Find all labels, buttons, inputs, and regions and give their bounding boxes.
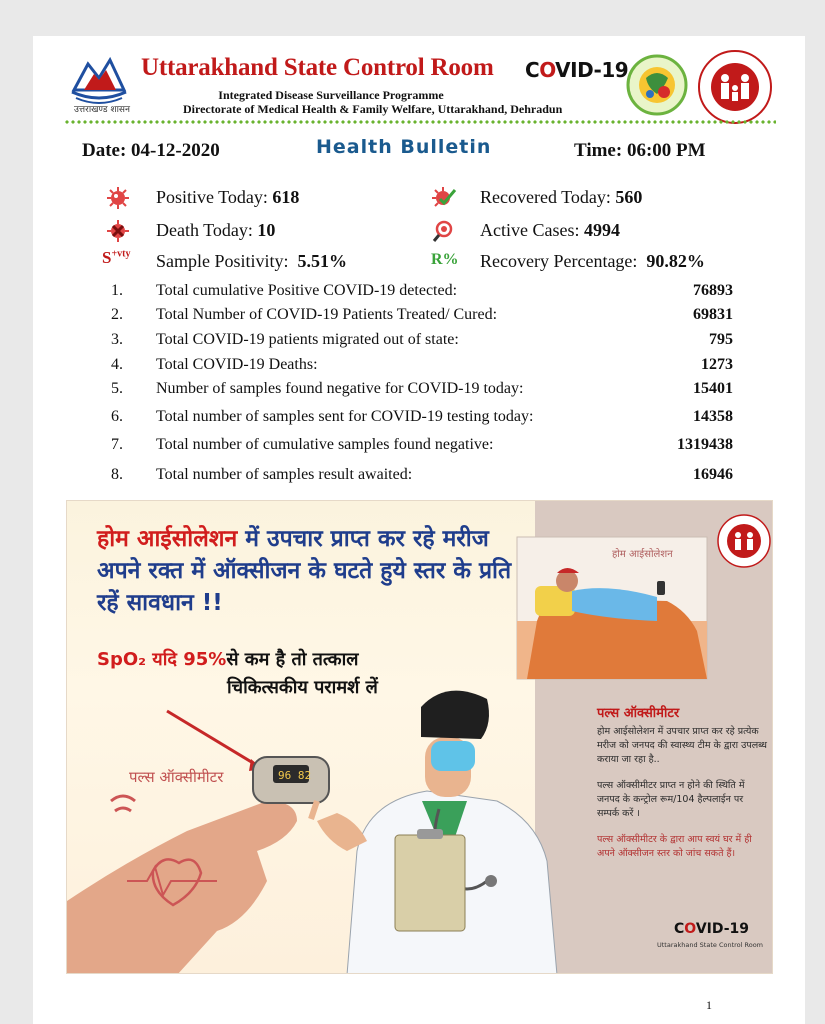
recovery-percentage: Recovery Percentage: 90.82%: [480, 251, 705, 271]
positive-today: Positive Today: 618: [156, 187, 300, 207]
right-panel-para-1: होम आईसोलेशन में उपचार प्राप्त कर रहे प्रत्येक मरीज को जनपद की स्वास्थ्य टीम के द्वारा उपलब्ध कराया जा रहा है..: [597, 726, 767, 765]
positivity-icon: $S^{+vty}$: [102, 248, 131, 267]
inset-label: होम आईसोलेशन: [612, 549, 673, 560]
spo2-advice-line2: चिकित्सकीय परामर्श लें: [227, 677, 378, 698]
virus-icon: [105, 186, 131, 210]
table-row: 3. Total COVID-19 patients migrated out of state: 795: [111, 331, 733, 348]
virus-search-icon: [431, 219, 457, 243]
virus-cross-icon: [105, 219, 131, 243]
covid-label: COVID-19: [525, 58, 629, 82]
nhm-logo: [695, 48, 775, 126]
table-row: 2. Total Number of COVID-19 Patients Treated/ Cured: 69831: [111, 306, 733, 323]
bulletin-page: [33, 36, 805, 1024]
table-row: 1. Total cumulative Positive COVID-19 detected: 76893: [111, 282, 733, 299]
divider: [64, 120, 776, 124]
spo2-advice: SpO₂ यदि 95%से कम है तो तत्काल: [97, 649, 359, 670]
sample-positivity: Sample Positivity: 5.51%: [156, 251, 348, 271]
page-title: Uttarakhand State Control Room: [141, 54, 494, 81]
table-row: 5. Number of samples found negative for COVID-19 today: 15401: [111, 380, 733, 397]
table-row: 7. Total number of cumulative samples found negative: 1319438: [111, 436, 733, 453]
bulletin-date: Date: 04-12-2020: [82, 140, 220, 161]
covid-footer-label: COVID-19: [674, 921, 750, 937]
recovery-icon: R%: [431, 251, 459, 268]
death-today: Death Today: 10: [156, 220, 276, 240]
bulletin-title: Health Bulletin: [316, 136, 492, 158]
right-panel-para-2: पल्स ऑक्सीमीटर प्राप्त न होने की स्थिति में जनपद के कन्ट्रोल रूम/104 हैल्पलाईन पर सम्पर्क करें ।: [597, 780, 745, 819]
page-number: 1: [706, 998, 712, 1012]
awareness-poster: [66, 500, 773, 974]
table-row: 4. Total COVID-19 Deaths: 1273: [111, 356, 733, 373]
table-row: 6. Total number of samples sent for COVID-19 testing today: 14358: [111, 408, 733, 425]
table-row: 8. Total number of samples result awaited: 16946: [111, 466, 733, 483]
oximeter-reading: 96 82: [278, 769, 312, 782]
pulse-oximeter-label: पल्स ऑक्सीमीटर: [129, 768, 224, 786]
right-panel-para-3: पल्स ऑक्सीमीटर के द्वारा आप स्वयं घर में ही अपने ऑक्सीजन स्तर को जांच सकते हैं।: [597, 834, 752, 859]
logo-caption: उत्तराखण्ड शासन: [73, 105, 130, 115]
active-cases: Active Cases: 4994: [480, 220, 620, 240]
idsp-logo: [626, 54, 688, 116]
virus-check-icon: [431, 186, 457, 210]
subtitle-programme: Integrated Disease Surveillance Programme: [218, 88, 444, 102]
bulletin-time: Time: 06:00 PM: [574, 140, 706, 161]
covid-footer-sub: Uttarakhand State Control Room: [657, 941, 764, 949]
right-panel-body: [597, 725, 767, 873]
subtitle-directorate: Directorate of Medical Health & Family Welfare, Uttarakhand, Dehradun: [183, 102, 563, 116]
poster-headline: होम आईसोलेशन में उपचार प्राप्त कर रहे मरीज अपने रक्त में ऑक्सीजन के घटते हुये स्तर के प्रति रहें सावधान !!: [97, 526, 512, 616]
recovered-today: Recovered Today: 560: [480, 187, 643, 207]
right-panel-title: पल्स ऑक्सीमीटर: [597, 706, 680, 721]
